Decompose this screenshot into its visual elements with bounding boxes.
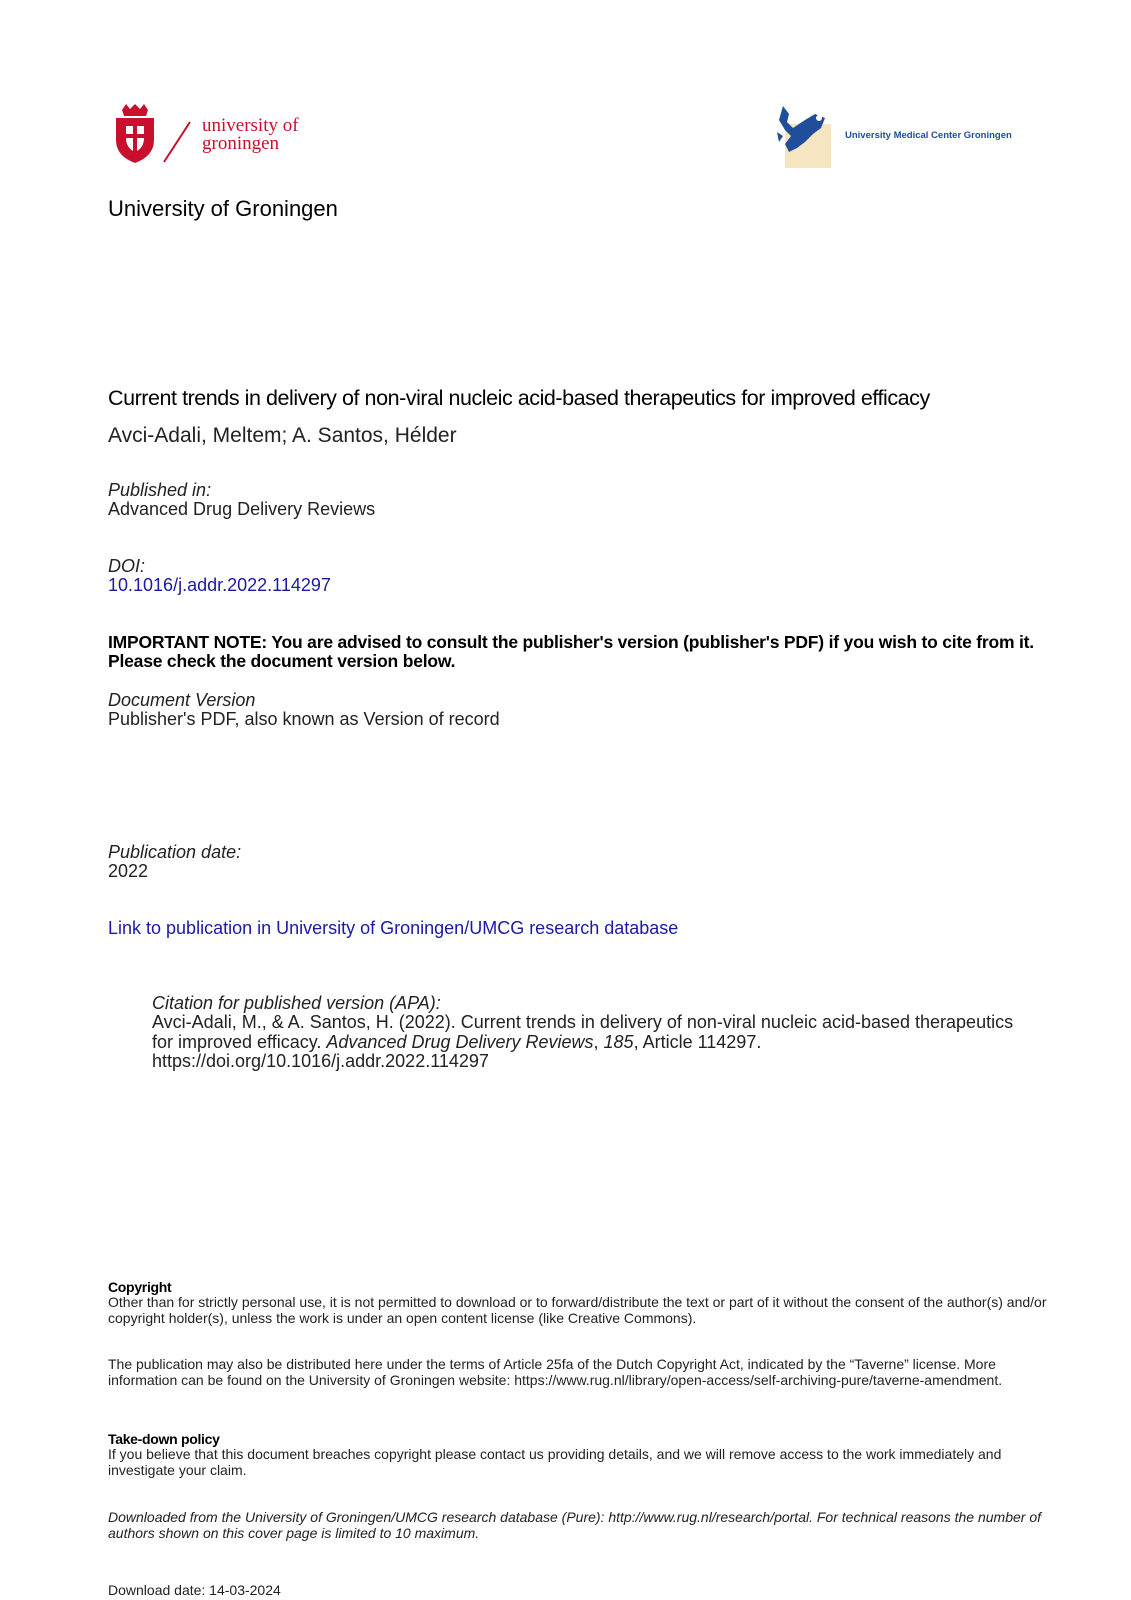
rug-crest-icon xyxy=(112,104,158,164)
publication-date-label: Publication date: xyxy=(108,842,242,862)
citation-label: Citation for published version (APA): xyxy=(152,993,441,1013)
citation-journal: Advanced Drug Delivery Reviews xyxy=(326,1031,594,1052)
umcg-logo xyxy=(775,102,1035,172)
document-version-value: Publisher's PDF, also known as Version of record xyxy=(108,709,500,729)
doi-label: DOI: xyxy=(108,556,146,576)
citation-main: Avci-Adali, M., & A. Santos, H. (2022). Current trends in delivery of non-viral nucleic acid-based therapeutics for improved efficacy. xyxy=(152,1012,1014,1052)
copyright-text-2: The publication may also be distributed here under the terms of Article 25fa of the Dutch Copyright Act, indicated by the “Taverne” license. More information can be found on the University of Groningen website: https://www.rug.nl/library/open-access/self-archiving-pure/taverne-amendment. xyxy=(108,1356,1003,1388)
important-note: IMPORTANT NOTE: You are advised to consult the publisher's version (publisher's PDF) if you wish to cite from it. Please check the document version below. xyxy=(108,632,1034,671)
takedown-heading: Take-down policy xyxy=(108,1431,220,1447)
umcg-logo-text: University Medical Center Groningen xyxy=(845,130,1012,141)
citation-sep: , xyxy=(593,1031,604,1052)
rug-logo-line2: groningen xyxy=(202,133,280,154)
copyright-text-1: Other than for strictly personal use, it is not permitted to download or to forward/distribute the text or part of it without the consent of the author(s) and/or copyright holder(s), unless the work is under an open content license (like Creative Commons). xyxy=(108,1294,1047,1326)
citation-text xyxy=(152,1013,1032,1072)
rug-logo-line1: university of xyxy=(202,115,299,136)
citation-url[interactable]: https://doi.org/10.1016/j.addr.2022.114297 xyxy=(152,1051,489,1071)
rug-logo xyxy=(112,100,342,170)
rug-slash-icon xyxy=(160,120,194,164)
doi-link[interactable]: 10.1016/j.addr.2022.114297 xyxy=(108,575,331,595)
paper-authors: Avci-Adali, Meltem; A. Santos, Hélder xyxy=(108,424,457,447)
published-in-label: Published in: xyxy=(108,480,212,500)
citation-article: , Article 114297. xyxy=(633,1031,762,1052)
copyright-heading: Copyright xyxy=(108,1279,172,1295)
published-in-value: Advanced Drug Delivery Reviews xyxy=(108,499,376,519)
paper-title: Current trends in delivery of non-viral nucleic acid-based therapeutics for improved efficacy xyxy=(108,386,930,410)
download-date: Download date: 14-03-2024 xyxy=(108,1582,281,1598)
download-source-note: Downloaded from the University of Groningen/UMCG research database (Pure): http://www.rug.nl/research/portal. For technical reasons the number of authors shown on this cover page is limited to 10 maximum. xyxy=(108,1509,1041,1541)
publication-date-value: 2022 xyxy=(108,861,149,881)
institution-name: University of Groningen xyxy=(108,196,338,221)
takedown-text: If you believe that this document breaches copyright please contact us providing details, and we will remove access to the work immediately and investigate your claim. xyxy=(108,1446,1002,1478)
database-link[interactable]: Link to publication in University of Groningen/UMCG research database xyxy=(108,918,679,938)
document-version-label: Document Version xyxy=(108,690,256,710)
citation-volume: 185 xyxy=(603,1031,634,1052)
umcg-frog-icon xyxy=(775,102,835,170)
